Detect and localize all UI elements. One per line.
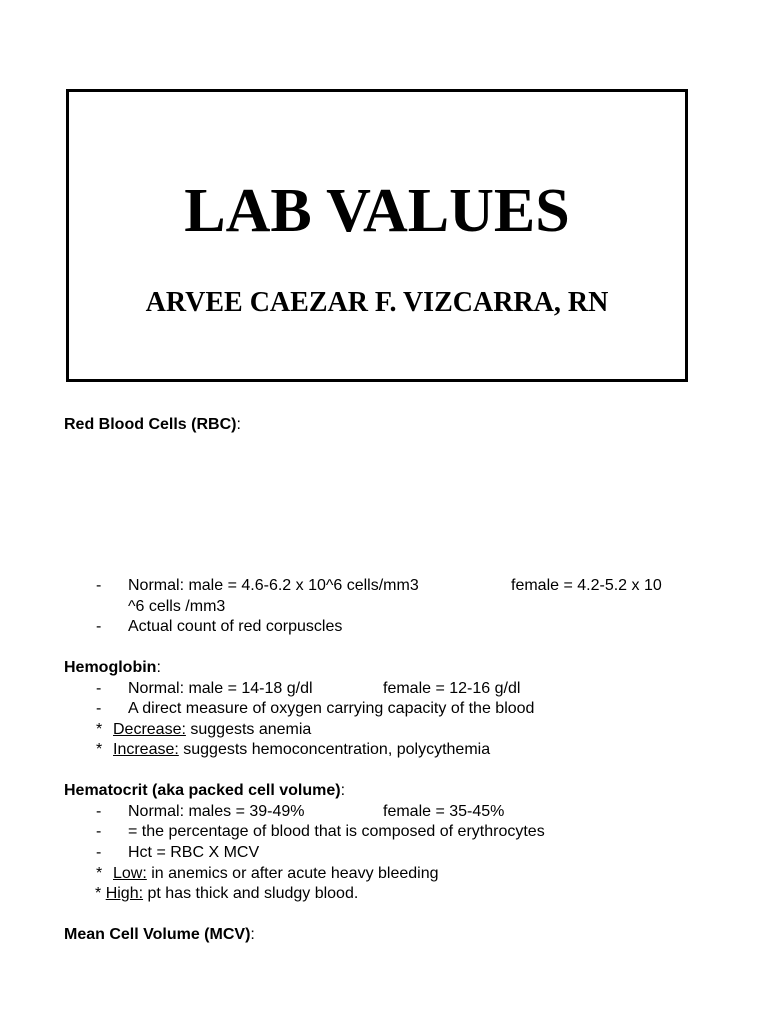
document-author: ARVEE CAEZAR F. VIZCARRA, RN [145, 287, 609, 318]
rbc-normal-female-cont: ^6 cells /mm3 [128, 598, 226, 615]
document-title: LAB VALUES [184, 177, 570, 245]
hematocrit-heading-line [64, 781, 345, 801]
rbc-item-2: Actual count of red corpuscles [128, 618, 343, 635]
hct-bullet-3: - [96, 844, 102, 861]
hgb-bullet-2: - [96, 700, 102, 717]
mcv-heading: Mean Cell Volume (MCV) [64, 926, 251, 943]
hgb-decrease-label: Decrease: [113, 721, 186, 738]
hct-high-label: High: [105, 885, 144, 902]
hct-item-2: = the percentage of blood that is composed of erythrocytes [128, 823, 545, 840]
hct-low-label: Low: [113, 865, 147, 882]
hct-high-text: pt has thick and sludgy blood. [143, 885, 359, 902]
hemoglobin-heading-line [64, 658, 161, 678]
hct-low-text: in anemics or after acute heavy bleeding [146, 865, 439, 882]
hct-star-2: * [95, 885, 102, 902]
mcv-heading-line [64, 925, 255, 945]
mcv-heading-colon: : [250, 926, 255, 943]
hct-item-3: Hct = RBC X MCV [128, 844, 260, 861]
rbc-normal-female: female = 4.2-5.2 x 10 [511, 577, 662, 594]
hgb-normal-female: female = 12-16 g/dl [383, 680, 521, 697]
hct-star-1: * [96, 865, 103, 882]
hct-high-line [95, 884, 358, 904]
hgb-normal-male: Normal: male = 14-18 g/dl [128, 680, 313, 697]
hgb-star-2: * [96, 741, 103, 758]
hct-bullet-2: - [96, 823, 102, 840]
hemoglobin-heading-colon: : [156, 659, 161, 676]
rbc-heading-line [64, 415, 241, 435]
hgb-increase-text: suggests hemoconcentration, polycythemia [178, 741, 491, 758]
hgb-decrease-text: suggests anemia [185, 721, 312, 738]
rbc-normal-male: Normal: male = 4.6-6.2 x 10^6 cells/mm3 [128, 577, 419, 594]
rbc-heading-colon: : [236, 416, 241, 433]
hct-low-line [113, 864, 439, 884]
rbc-bullet-1: - [96, 577, 102, 594]
hgb-bullet-1: - [96, 680, 102, 697]
hematocrit-heading: Hematocrit (aka packed cell volume) [64, 782, 341, 799]
hct-normal-female: female = 35-45% [383, 803, 505, 820]
rbc-heading: Red Blood Cells (RBC) [64, 416, 237, 433]
hct-bullet-1: - [96, 803, 102, 820]
title-box [66, 89, 688, 382]
hgb-decrease-line [113, 720, 311, 740]
hgb-increase-label: Increase: [113, 741, 179, 758]
rbc-bullet-2: - [96, 618, 102, 635]
hgb-item-2: A direct measure of oxygen carrying capacity of the blood [128, 700, 535, 717]
hct-normal-male: Normal: males = 39-49% [128, 803, 305, 820]
hemoglobin-heading: Hemoglobin [64, 659, 157, 676]
hgb-star-1: * [96, 721, 103, 738]
hgb-increase-line [113, 740, 490, 760]
hematocrit-heading-colon: : [340, 782, 346, 799]
